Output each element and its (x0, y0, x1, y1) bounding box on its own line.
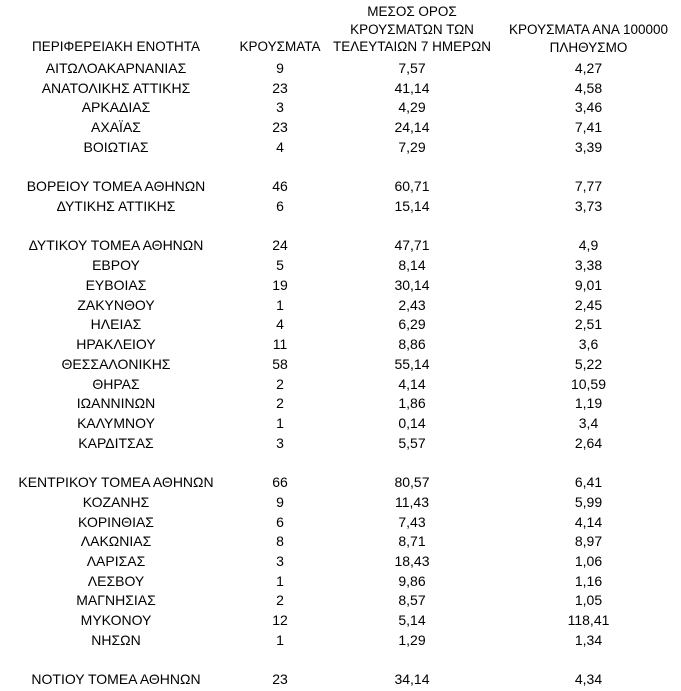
cell-region: ΚΟΡΙΝΘΙΑΣ (78, 513, 154, 530)
table-row (0, 493, 681, 513)
table-row (0, 197, 681, 217)
cell-region: ΒΟΙΩΤΙΑΣ (83, 138, 149, 155)
table-row (0, 118, 681, 138)
cell-region: ΚΟΖΑΝΗΣ (82, 493, 150, 510)
header-cases (232, 38, 328, 56)
cell-region: ΚΑΛΥΜΝΟΥ (77, 414, 155, 431)
table-row (0, 59, 681, 79)
cell-cases: 19 (272, 276, 288, 293)
cell-avg-7-days: 34,14 (394, 671, 430, 688)
table-row (0, 552, 681, 572)
cell-cases: 4 (276, 138, 284, 155)
cell-region: ΛΑΡΙΣΑΣ (86, 552, 146, 569)
cell-avg-7-days: 80,57 (394, 474, 430, 491)
table-row (0, 315, 681, 335)
cell-cases: 5 (276, 257, 284, 274)
cell-cases-per-100000: 6,41 (574, 474, 603, 491)
spacer-row (0, 651, 681, 671)
cell-region: ΗΛΕΙΑΣ (90, 316, 142, 333)
cell-avg-7-days: 41,14 (394, 79, 430, 96)
cell-region: ΕΥΒΟΙΑΣ (85, 276, 147, 293)
cell-avg-7-days: 1,86 (398, 395, 426, 412)
cell-cases-per-100000: 4,34 (574, 671, 603, 688)
table-row (0, 177, 681, 197)
cell-avg-7-days: 8,71 (398, 533, 426, 550)
cell-cases-per-100000: 4,9 (578, 237, 599, 254)
cell-cases-per-100000: 7,77 (574, 178, 603, 195)
cell-region: ΛΑΚΩΝΙΑΣ (80, 533, 152, 550)
cell-cases-per-100000: 4,58 (574, 79, 603, 96)
cell-region: ΜΑΓΝΗΣΙΑΣ (76, 592, 156, 609)
cell-region: ΑΝΑΤΟΛΙΚΗΣ ΑΤΤΙΚΗΣ (41, 79, 191, 96)
cell-avg-7-days: 11,43 (395, 493, 429, 510)
header-region (0, 38, 232, 56)
cell-avg-7-days: 4,14 (398, 375, 426, 392)
table-row (0, 670, 681, 690)
table-row (0, 513, 681, 533)
cell-avg-7-days: 9,86 (398, 572, 426, 589)
table-body (0, 59, 681, 690)
cell-region: ΛΕΣΒΟΥ (87, 572, 145, 589)
cell-avg-7-days: 0,14 (398, 414, 426, 431)
table-row (0, 355, 681, 375)
cell-avg-7-days: 8,57 (398, 592, 426, 609)
spacer-row (0, 453, 681, 473)
cell-cases-per-100000: 1,19 (574, 395, 603, 412)
table-row (0, 611, 681, 631)
cell-region: ΜΥΚΟΝΟΥ (80, 612, 152, 629)
cell-cases-per-100000: 1,06 (574, 552, 603, 569)
cell-region: ΑΡΚΑΔΙΑΣ (81, 99, 151, 116)
cell-region: ΔΥΤΙΚΟΥ ΤΟΜΕΑ ΑΘΗΝΩΝ (28, 237, 204, 254)
cell-region: ΔΥΤΙΚΗΣ ΑΤΤΙΚΗΣ (56, 198, 176, 215)
cell-cases-per-100000: 3,39 (574, 138, 603, 155)
cell-cases: 46 (272, 178, 288, 195)
cell-cases-per-100000: 1,16 (574, 572, 603, 589)
cell-region: ΘΕΣΣΑΛΟΝΙΚΗΣ (61, 355, 171, 372)
cell-region: ΗΡΑΚΛΕΙΟΥ (76, 336, 156, 353)
cell-region: ΑΙΤΩΛΟΑΚΑΡΝΑΝΙΑΣ (45, 60, 187, 76)
spacer-row (0, 158, 681, 178)
cell-cases-per-100000: 5,99 (574, 493, 603, 510)
cell-cases: 8 (276, 533, 284, 550)
cell-cases: 3 (276, 434, 284, 451)
cell-cases: 3 (276, 552, 284, 569)
table-row (0, 335, 681, 355)
cell-avg-7-days: 7,29 (398, 138, 426, 155)
table-row (0, 98, 681, 118)
cell-cases: 6 (276, 513, 284, 530)
cell-cases: 9 (276, 493, 284, 510)
cell-avg-7-days: 55,14 (394, 355, 430, 372)
table-row (0, 236, 681, 256)
header-avg-line: ΚΡΟΥΣΜΑΤΩΝ ΤΩΝ (350, 21, 474, 37)
cell-cases-per-100000: 118,41 (567, 612, 610, 629)
cell-cases: 9 (276, 60, 284, 76)
cell-cases: 23 (272, 119, 288, 136)
cell-cases-per-100000: 4,27 (574, 60, 603, 76)
cell-avg-7-days: 6,29 (398, 316, 426, 333)
cell-cases: 1 (276, 296, 284, 313)
header-per100k-line: ΠΛΗΘΥΣΜΟ (549, 39, 628, 55)
cell-avg-7-days: 18,43 (394, 552, 430, 569)
cell-region: ΖΑΚΥΝΘΟΥ (77, 296, 155, 313)
table-row (0, 296, 681, 316)
table-row (0, 532, 681, 552)
cell-region: ΘΗΡΑΣ (92, 375, 140, 392)
cell-cases-per-100000: 7,41 (574, 119, 603, 136)
table-row (0, 631, 681, 651)
table-row (0, 434, 681, 454)
cell-avg-7-days: 8,14 (398, 257, 426, 274)
cell-avg-7-days: 4,29 (398, 99, 426, 116)
cell-avg-7-days: 60,71 (394, 178, 430, 195)
header-per100k-line: ΚΡΟΥΣΜΑΤΑ ΑΝΑ 100000 (509, 22, 668, 37)
cell-avg-7-days: 5,57 (398, 434, 426, 451)
cell-cases: 1 (276, 572, 284, 589)
cell-region: ΕΒΡΟΥ (92, 257, 140, 274)
table-row (0, 414, 681, 434)
cell-cases-per-100000: 2,45 (574, 296, 603, 313)
cell-cases-per-100000: 3,38 (574, 257, 603, 274)
cell-avg-7-days: 1,29 (398, 631, 426, 648)
header-avg-line: ΤΕΛΕΥΤΑΙΩΝ 7 ΗΜΕΡΩΝ (333, 39, 491, 54)
header-cases-label: ΚΡΟΥΣΜΑΤΑ (239, 39, 321, 54)
cell-avg-7-days: 7,57 (398, 60, 426, 76)
cell-region: ΙΩΑΝΝΙΝΩΝ (76, 395, 156, 412)
cell-avg-7-days: 15,14 (394, 198, 430, 215)
cell-cases: 6 (276, 198, 284, 215)
cell-cases: 1 (276, 631, 284, 648)
header-region-label: ΠΕΡΙΦΕΡΕΙΑΚΗ ΕΝΟΤΗΤΑ (31, 39, 201, 54)
cell-avg-7-days: 5,14 (398, 612, 426, 629)
cell-cases-per-100000: 2,51 (574, 316, 603, 333)
cell-region: ΝΗΣΩΝ (91, 631, 141, 648)
cell-region: ΚΕΝΤΡΙΚΟΥ ΤΟΜΕΑ ΑΘΗΝΩΝ (18, 474, 214, 491)
spacer-row (0, 217, 681, 237)
cell-cases: 24 (272, 237, 288, 254)
cell-cases: 66 (272, 474, 288, 491)
cell-cases-per-100000: 3,73 (574, 198, 603, 215)
cell-cases-per-100000: 1,05 (574, 592, 603, 609)
cell-cases: 3 (276, 99, 284, 116)
table-row (0, 572, 681, 592)
cell-cases-per-100000: 3,4 (578, 414, 599, 431)
cell-cases: 23 (272, 671, 288, 688)
table-row (0, 276, 681, 296)
cell-region: ΑΧΑΪΑΣ (91, 119, 141, 136)
cell-cases-per-100000: 10,59 (570, 375, 607, 392)
cell-cases-per-100000: 5,22 (574, 355, 603, 372)
table-row (0, 591, 681, 611)
cell-avg-7-days: 24,14 (394, 119, 430, 136)
cell-cases-per-100000: 8,97 (574, 533, 603, 550)
cell-avg-7-days: 47,71 (394, 237, 430, 254)
cell-cases-per-100000: 9,01 (574, 276, 603, 293)
cell-cases-per-100000: 1,34 (574, 631, 603, 648)
table-row (0, 79, 681, 99)
cell-avg-7-days: 30,14 (394, 276, 430, 293)
cell-cases: 11 (272, 336, 288, 353)
cell-cases: 58 (272, 355, 288, 372)
table-row (0, 394, 681, 414)
table-row (0, 473, 681, 493)
header-cases-per-100000 (496, 21, 681, 56)
cell-cases: 12 (272, 612, 288, 629)
cell-cases-per-100000: 3,6 (578, 336, 599, 353)
header-avg-7-days (328, 3, 496, 56)
cell-cases: 1 (276, 414, 284, 431)
table-row (0, 256, 681, 276)
cell-cases: 4 (276, 316, 284, 333)
cell-cases: 2 (276, 395, 284, 412)
cell-avg-7-days: 7,43 (398, 513, 426, 530)
cell-cases-per-100000: 2,64 (574, 434, 603, 451)
cell-region: ΒΟΡΕΙΟΥ ΤΟΜΕΑ ΑΘΗΝΩΝ (26, 178, 206, 195)
table-row (0, 138, 681, 158)
cell-region: ΚΑΡΔΙΤΣΑΣ (78, 434, 154, 451)
cell-avg-7-days: 8,86 (398, 336, 426, 353)
header-avg-line: ΜΕΣΟΣ ΟΡΟΣ (367, 4, 457, 19)
cell-cases: 2 (276, 592, 284, 609)
cell-cases-per-100000: 4,14 (574, 513, 603, 530)
cell-cases-per-100000: 3,46 (574, 99, 603, 116)
cell-region: ΝΟΤΙΟΥ ΤΟΜΕΑ ΑΘΗΝΩΝ (31, 671, 201, 688)
table-row (0, 375, 681, 395)
cell-avg-7-days: 2,43 (398, 296, 426, 313)
cell-cases: 23 (272, 79, 288, 96)
cell-cases: 2 (276, 375, 284, 392)
